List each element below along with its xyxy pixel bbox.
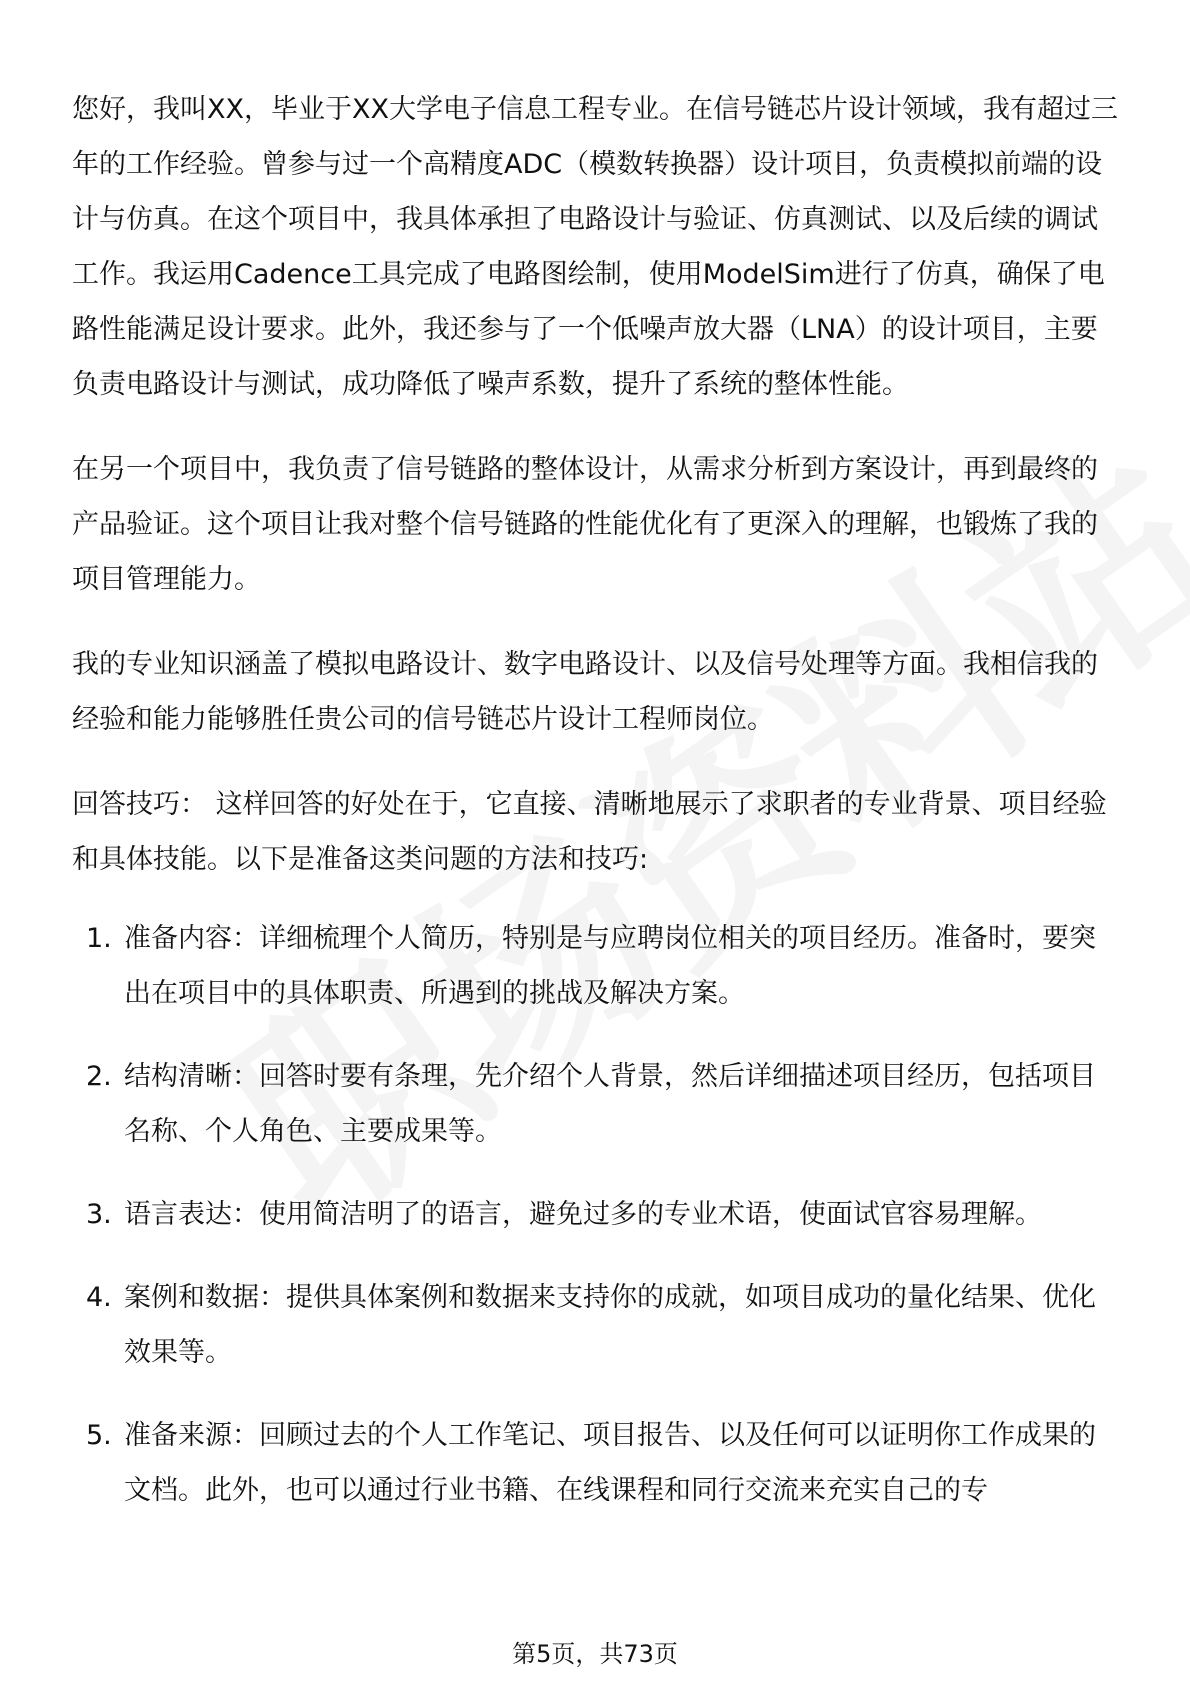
paragraph-project: 在另一个项目中，我负责了信号链路的整体设计，从需求分析到方案设计，再到最终的产品验证。这个项目让我对整个信号链路的性能优化有了更深入的理解，也锻炼了我的项目管理能力。	[72, 454, 1098, 595]
list-item	[72, 1187, 1122, 1242]
list-text: 语言表达：使用简洁明了的语言，避免过多的专业术语，使面试官容易理解。	[124, 1199, 1042, 1230]
tips-list	[72, 911, 1122, 1518]
paragraph-intro: 您好，我叫XX，毕业于XX大学电子信息工程专业。在信号链芯片设计领域，我有超过三年的工作经验。曾参与过一个高精度ADC（模数转换器）设计项目，负责模拟前端的设计与仿真。在这个项目中，我具体承担了电路设计与验证、仿真测试、以及后续的调试工作。我运用Cadence工具完成了电路图绘制，使用ModelSim进行了仿真，确保了电路性能满足设计要求。此外，我还参与了一个低噪声放大器（LNA）的设计项目，主要负责电路设计与测试，成功降低了噪声系数，提升了系统的整体性能。	[72, 94, 1118, 400]
list-text: 准备来源：回顾过去的个人工作笔记、项目报告、以及任何可以证明你工作成果的文档。此外，也可以通过行业书籍、在线课程和同行交流来充实自己的专	[124, 1420, 1096, 1506]
list-number: 3.	[86, 1199, 112, 1230]
list-text: 结构清晰：回答时要有条理，先介绍个人背景，然后详细描述项目经历，包括项目名称、个人角色、主要成果等。	[124, 1061, 1096, 1147]
list-number: 2.	[86, 1061, 112, 1092]
list-text: 准备内容：详细梳理个人简历，特别是与应聘岗位相关的项目经历。准备时，要突出在项目中的具体职责、所遇到的挑战及解决方案。	[124, 923, 1096, 1009]
list-number: 4.	[86, 1282, 112, 1313]
tips-intro: 回答技巧： 这样回答的好处在于，它直接、清晰地展示了求职者的专业背景、项目经验和具体技能。以下是准备这类问题的方法和技巧:	[72, 789, 1107, 875]
list-number: 1.	[86, 923, 112, 954]
document-body	[72, 82, 1122, 1546]
list-number: 5.	[86, 1420, 112, 1451]
list-item	[72, 1408, 1122, 1518]
list-item	[72, 1270, 1122, 1380]
page-number: 第5页，共73页	[512, 1640, 678, 1668]
list-text: 案例和数据：提供具体案例和数据来支持你的成就，如项目成功的量化结果、优化效果等。	[124, 1282, 1096, 1368]
list-item	[72, 1049, 1122, 1159]
list-item	[72, 911, 1122, 1021]
paragraph-knowledge: 我的专业知识涵盖了模拟电路设计、数字电路设计、以及信号处理等方面。我相信我的经验和能力能够胜任贵公司的信号链芯片设计工程师岗位。	[72, 649, 1098, 735]
